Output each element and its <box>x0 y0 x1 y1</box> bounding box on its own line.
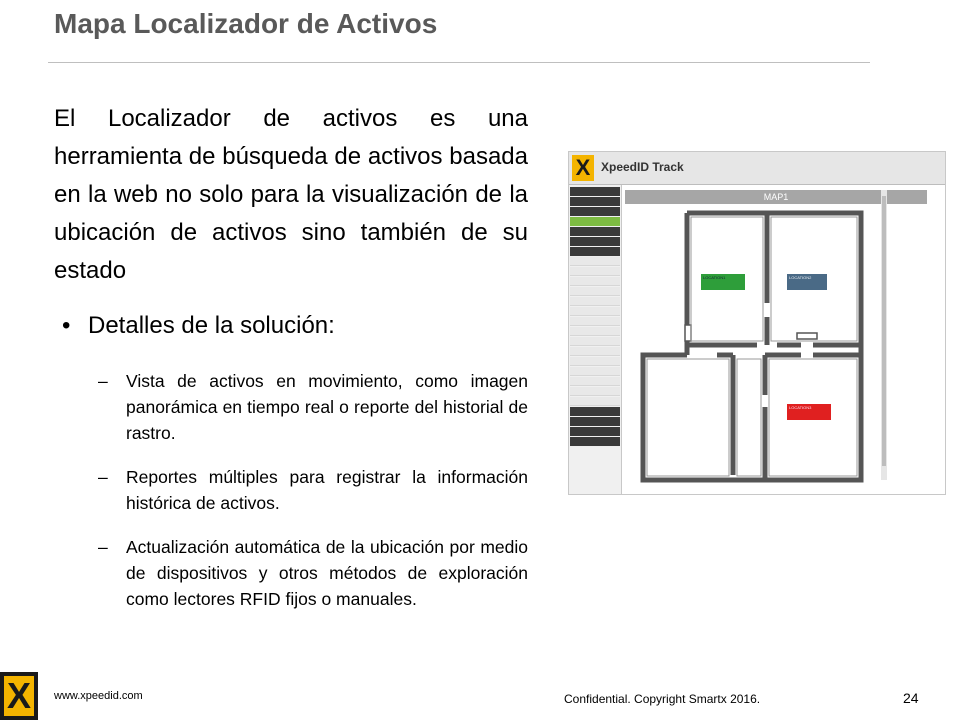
app-sidebar <box>569 185 622 494</box>
sidebar-subitem <box>570 267 620 276</box>
sidebar-subitem <box>570 387 620 396</box>
sidebar-subitem <box>570 307 620 316</box>
floor-map <box>623 188 937 488</box>
sidebar-item <box>570 207 620 216</box>
sidebar-item <box>570 417 620 426</box>
dash-marker: – <box>98 467 108 487</box>
sub-item-text: Vista de activos en movimiento, como imagen panorámica en tiempo real o reporte del historial de rastro. <box>126 371 528 443</box>
sidebar-item <box>570 247 620 256</box>
app-header <box>569 152 945 185</box>
scrollbar-thumb[interactable] <box>882 196 886 466</box>
map-title: MAP1 <box>625 190 927 204</box>
sidebar-subitem <box>570 287 620 296</box>
map-scrollbar[interactable] <box>881 190 887 480</box>
asset-marker: LOCATION3 <box>787 404 831 420</box>
bullet-marker: • <box>62 312 71 339</box>
sidebar-item <box>570 237 620 246</box>
sidebar-subitem <box>570 397 620 406</box>
sidebar-item-active <box>570 217 620 226</box>
sidebar-subitem <box>570 317 620 326</box>
sidebar-item <box>570 427 620 436</box>
asset-marker: LOCATION2 <box>787 274 827 290</box>
sidebar-subitem <box>570 337 620 346</box>
sidebar-subitem <box>570 347 620 356</box>
sidebar-subitem <box>570 327 620 336</box>
slide-title: Mapa Localizador de Activos <box>54 8 438 39</box>
footer-url: www.xpeedid.com <box>54 690 143 702</box>
sidebar-subitem <box>570 357 620 366</box>
dash-marker: – <box>98 371 108 391</box>
dash-marker: – <box>98 537 108 557</box>
sub-item-text: Actualización automática de la ubicación por medio de dispositivos y otros métodos de exploración como lectores RFID fijos o manuales. <box>126 537 528 609</box>
asset-locator-screenshot <box>568 151 946 495</box>
sub-item <box>98 464 528 516</box>
sidebar-subitem <box>570 257 620 266</box>
sidebar-item <box>570 437 620 446</box>
sub-item-text: Reportes múltiples para registrar la información histórica de activos. <box>126 467 528 513</box>
sub-item <box>98 534 528 612</box>
xpeedid-logo <box>0 672 38 720</box>
title-divider <box>48 62 870 63</box>
sidebar-subitem <box>570 277 620 286</box>
sidebar-item <box>570 407 620 416</box>
sidebar-item <box>570 187 620 196</box>
sidebar-subitem <box>570 367 620 376</box>
intro-paragraph: El Localizador de activos es una herramienta de búsqueda de activos basada en la web no solo para la visualización de la ubicación de activos sino también de su estado <box>54 105 528 284</box>
app-logo: X <box>572 155 594 181</box>
sub-item <box>98 368 528 446</box>
sidebar-item <box>570 197 620 206</box>
sidebar-subitem <box>570 297 620 306</box>
sidebar-item <box>570 227 620 236</box>
footer-confidential: Confidential. Copyright Smartx 2016. <box>564 692 761 706</box>
bullet-text: Detalles de la solución: <box>88 312 335 339</box>
asset-marker: LOCATION1 <box>701 274 745 290</box>
app-title: XpeedID Track <box>601 160 684 174</box>
logo-letter: X <box>4 676 34 716</box>
sidebar-subitem <box>570 377 620 386</box>
page-number: 24 <box>903 690 919 706</box>
